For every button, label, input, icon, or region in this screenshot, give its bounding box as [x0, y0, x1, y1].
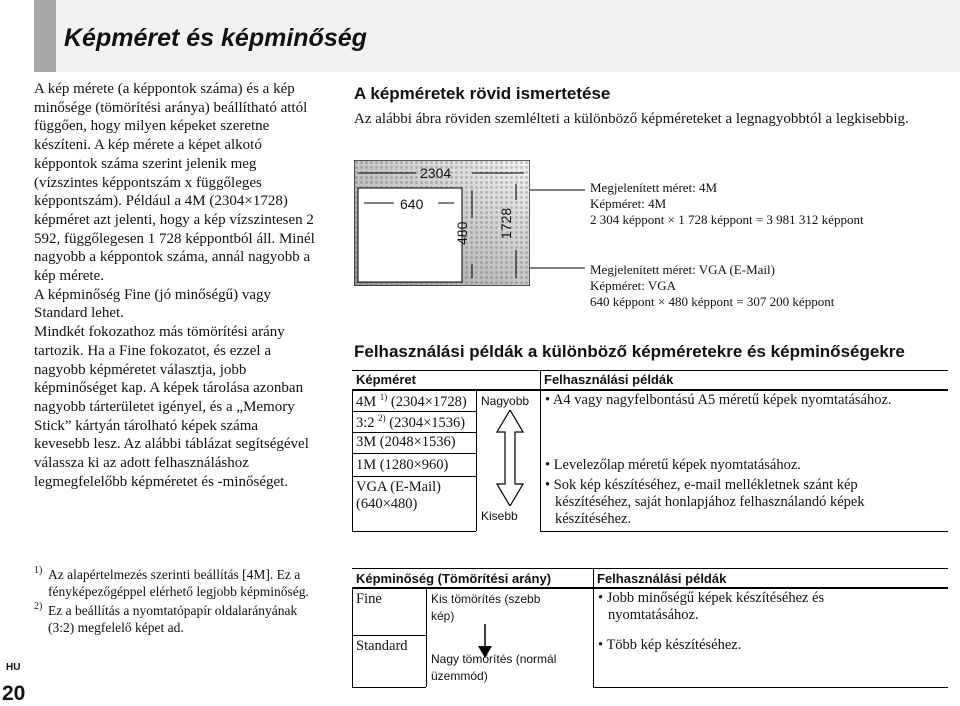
page-title: Képméret és képminőség: [64, 24, 367, 52]
quality-row-fine: Fine: [356, 591, 382, 607]
quality-row-standard: Standard: [356, 638, 408, 654]
diagram-height-large: 1728: [498, 207, 514, 239]
small-size-info: [590, 262, 834, 310]
larger-label: Nagyobb: [481, 394, 530, 408]
large-display-size: Megjelenített méret: 4M: [590, 180, 718, 195]
quality-example-2: • Több kép készítéséhez.: [598, 637, 742, 653]
diagram-width-small: 640: [400, 196, 424, 212]
large-image-size: Képméret: 4M: [590, 196, 667, 211]
large-size-info: [590, 180, 864, 228]
intro-paragraph-1: A kép mérete (a képpontok száma) és a kép minősége (tömörítési aránya) beállítható attól függően, hogy milyen képeket szeretne készíteni. A kép mérete a képet alkotó képpontok száma szerint jelenik meg (vízszintes képpontszám x függőleges képpontszám). Például a 4M (2304×1728) képméret azt jelenti, hogy a kép vízszintesen 2 592, függőlegesen 1 728 képpontból áll. Minél nagyobb a képpontok száma, annál nagyobb a kép mérete.: [34, 81, 315, 285]
intro-paragraph-3: Mindkét fokozathoz más tömörítési arány tartozik. Ha a Fine fokozatot, és ezzel a nagyobb képméretet választja, jobb képminőséget kap. A képek tárolása azonban nagyobb tárterületet igényel, és a „Memory Stick” kártyán tárolható képek száma kevesebb lesz. Az alábbi táblázat segítségével válassza ki az adott felhasználáshoz legmegfelelőbb képméretet és -minőséget.: [34, 324, 309, 490]
smaller-label: Kisebb: [481, 509, 518, 523]
small-pixel-count: 640 képpont × 480 képpont = 307 200 képpont: [590, 294, 835, 309]
usage-heading: Felhasználási példák a különböző képméretekre és képminőségekre: [354, 342, 905, 361]
diagram-width-large: 2304: [420, 165, 452, 181]
usage-example-1: • A4 vagy nagyfelbontású A5 méretű képek nyomtatásához.: [545, 392, 892, 408]
title-accent-bar: [34, 0, 56, 72]
usage-example-2: • Levelezőlap méretű képek nyomtatásához.: [545, 457, 801, 473]
footnote-2: 2) Ez a beállítás a nyomtatópapír oldalarányának (3:2) megfelelő képet ad.: [34, 601, 298, 635]
large-pixel-count: 2 304 képpont × 1 728 képpont = 3 981 312 képpont: [590, 212, 864, 227]
page-number: 20: [2, 682, 26, 705]
small-image-size: Képméret: VGA: [590, 278, 677, 293]
size-range-arrow-icon: [496, 410, 524, 506]
size-row-vga: VGA (E-Mail) (640×480): [356, 479, 441, 512]
quality-col-examples: Felhasználási példák: [597, 571, 727, 586]
standard-compression-note: Nagy tömörítés (normál üzemmód): [431, 652, 557, 683]
intro-text: [34, 80, 316, 491]
fine-compression-note: Kis tömörítés (szebb kép): [431, 592, 541, 623]
quality-col-level: Képminőség (Tömörítési arány): [356, 571, 552, 586]
size-row-3-2: 3:2 $^{2)}$ (2304×1536): [356, 413, 466, 431]
intro-paragraph-2: A képminőség Fine (jó minőségű) vagy Standard lehet.: [34, 286, 272, 322]
footnotes: [34, 566, 324, 636]
overview-heading: A képméretek rövid ismertetése: [354, 84, 611, 103]
usage-col-size: Képméret: [356, 372, 416, 387]
usage-col-examples: Felhasználási példák: [544, 372, 674, 387]
diagram-height-small: 480: [454, 221, 470, 245]
size-row-4m: 4M $^{1)}$ (2304×1728): [356, 392, 467, 410]
small-display-size: Megjelenített méret: VGA (E-Mail): [590, 262, 775, 277]
size-row-3m: 3M (2048×1536): [356, 434, 456, 450]
size-row-1m: 1M (1280×960): [356, 457, 449, 473]
footnote-1: 1) Az alapértelmezés szerinti beállítás [4M]. Ez a fényképezőgéppel elérhető legjobb képminőség.: [34, 565, 309, 599]
usage-example-3: • Sok kép készítéséhez, e-mail mellékletnek szánt kép készítéséhez, saját honlapjához felhasználandó képek készítéséhez.: [545, 477, 865, 527]
quality-example-1: • Jobb minőségű képek készítéséhez és nyomtatásához.: [598, 590, 825, 623]
overview-description: Az alábbi ábra röviden szemlélteti a különböző képméreteket a legnagyobbtól a legkisebbig.: [354, 111, 909, 127]
diagram-leader-lines: [530, 180, 590, 280]
language-label: HU: [6, 662, 21, 673]
